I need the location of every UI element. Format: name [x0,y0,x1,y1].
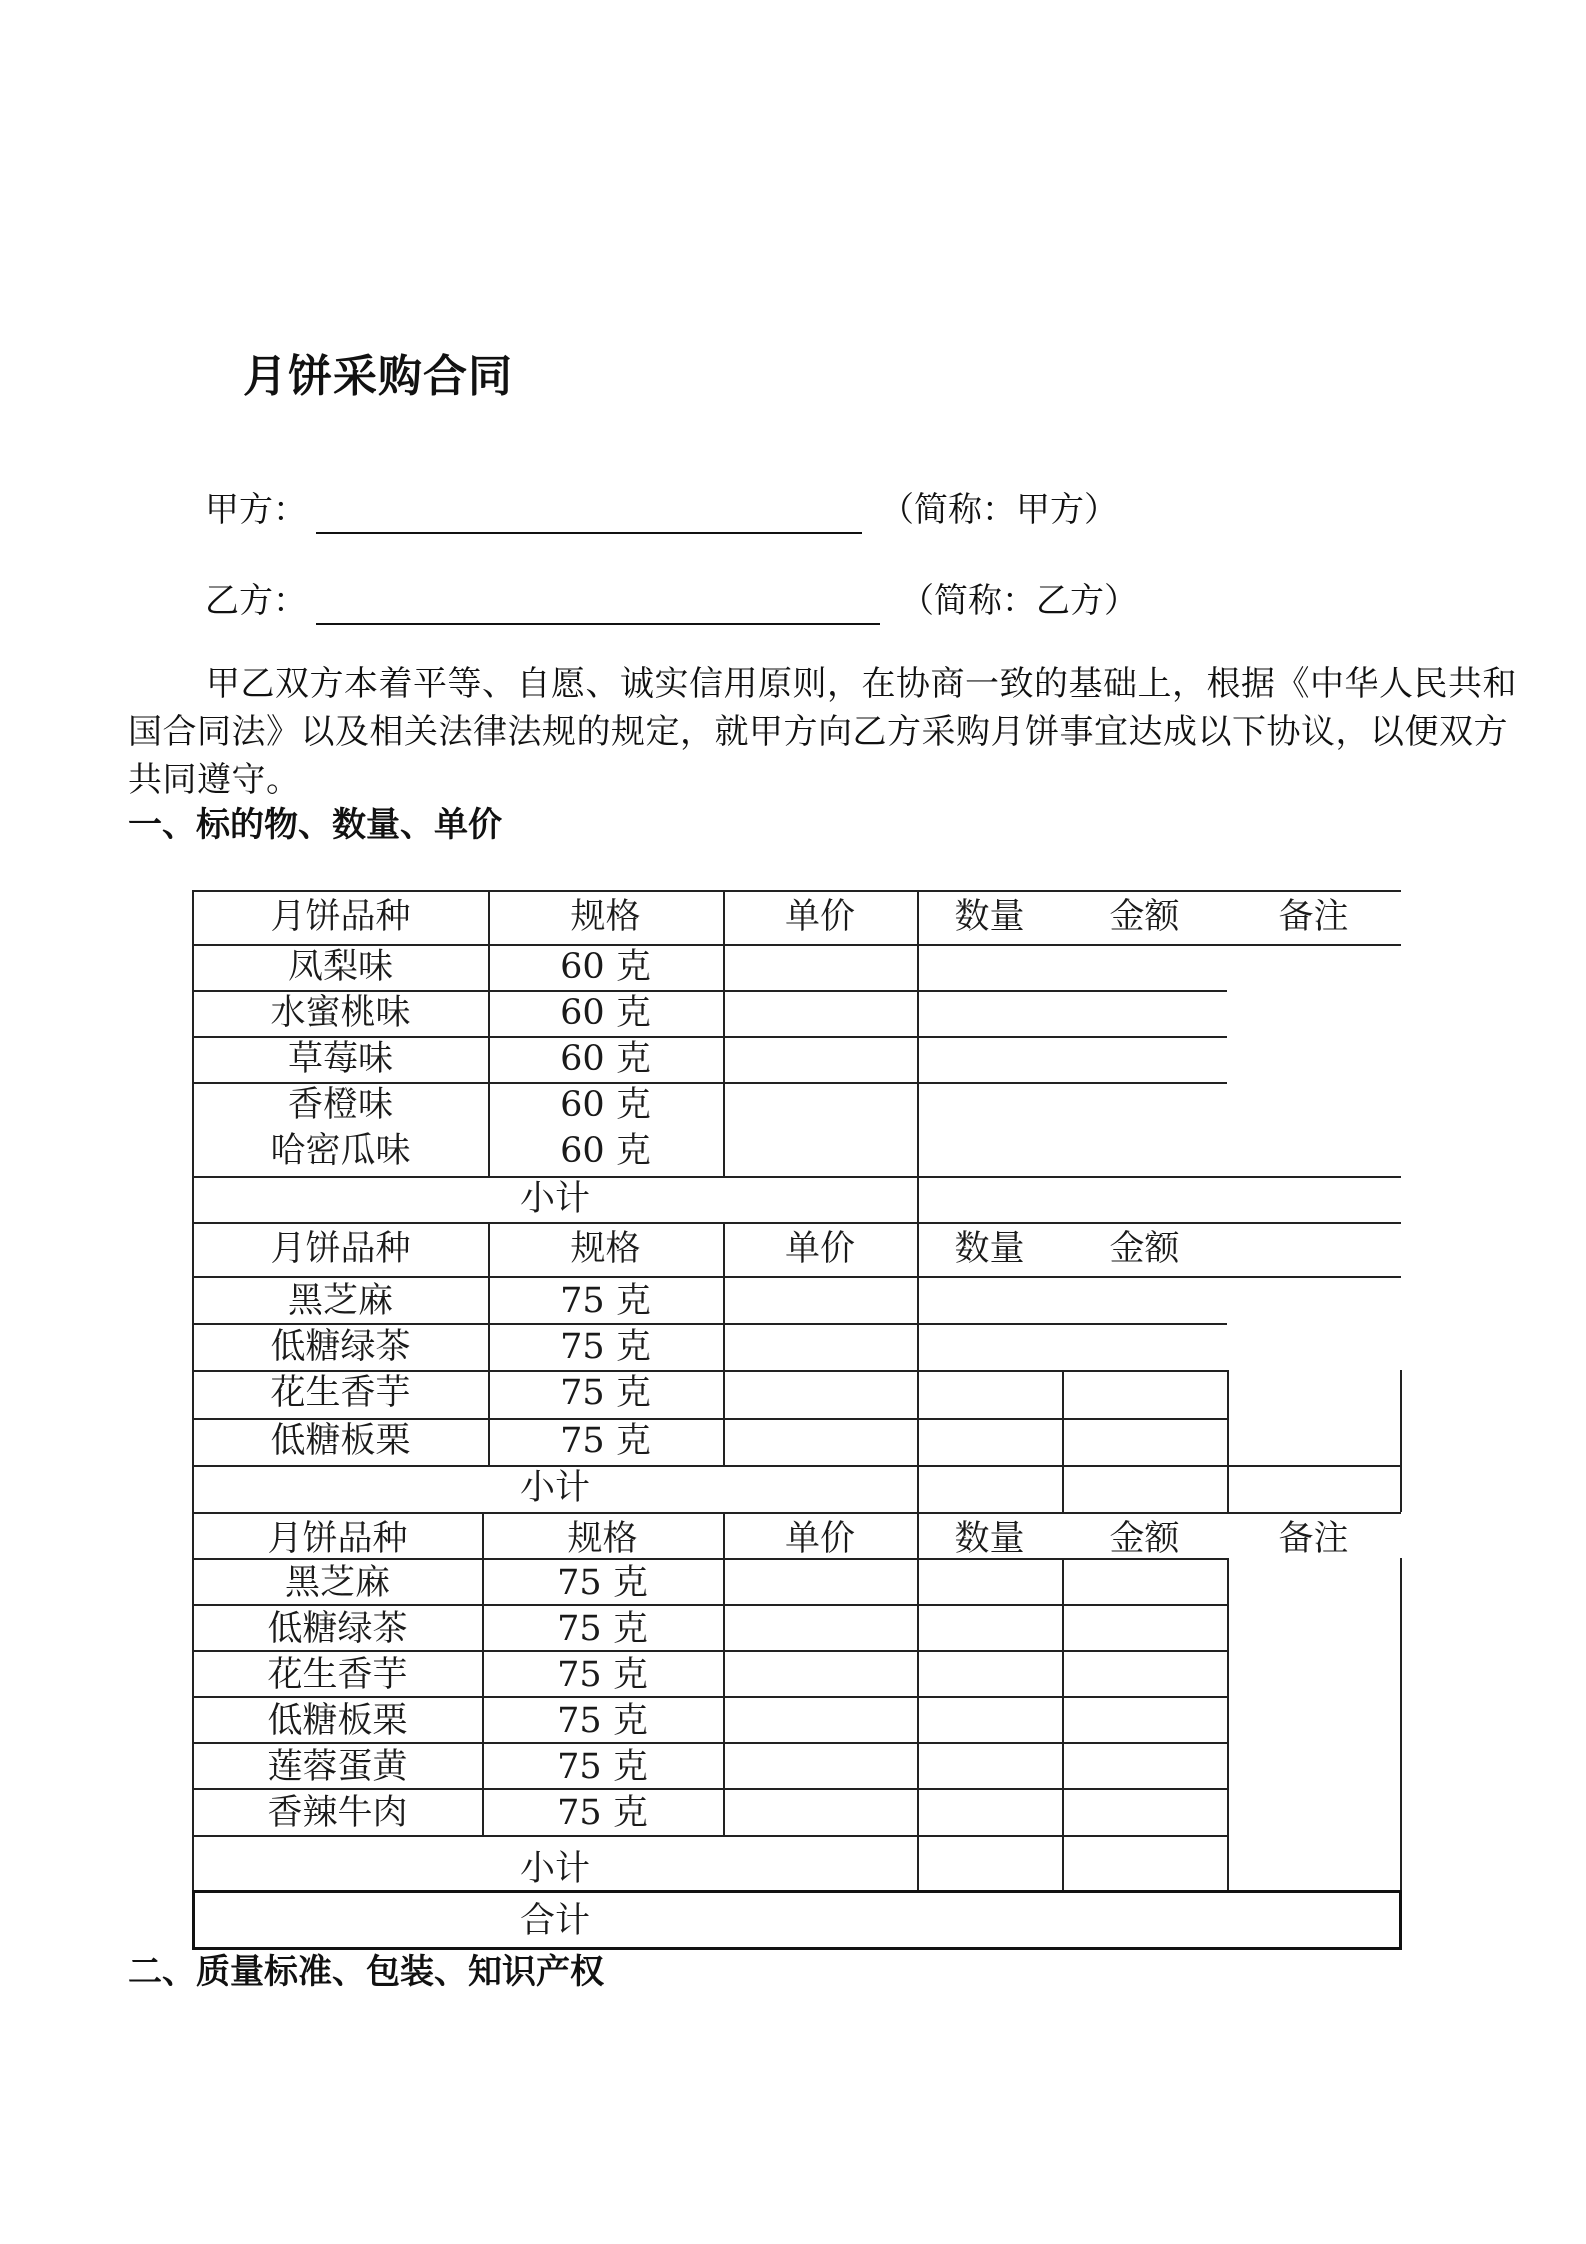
header-price: 单价 [784,1519,855,1559]
table-row-spec: 75 克 [557,1563,648,1603]
table-row-spec: 75 克 [560,1373,651,1413]
total-label: 合计 [519,1901,590,1941]
header-spec: 规格 [567,1519,638,1559]
table-row-spec: 75 克 [560,1281,651,1321]
section-1-heading: 一、标的物、数量、单价 [128,805,502,845]
table-row-name: 黑芝麻 [287,1281,393,1321]
table-row-name: 香辣牛肉 [267,1793,408,1833]
party-b-note: （简称：乙方） [900,581,1138,621]
header-spec: 规格 [570,897,641,937]
header-remark: 备注 [1278,1519,1349,1559]
table-row-name: 莲蓉蛋黄 [267,1747,408,1787]
party-a-note: （简称：甲方） [880,490,1118,530]
table-row-spec: 75 克 [560,1327,651,1367]
table-row-spec: 75 克 [557,1609,648,1649]
header-amount: 金额 [1109,897,1180,937]
subtotal-label: 小计 [519,1849,590,1889]
header-variety: 月饼品种 [270,1229,411,1269]
table-row-spec: 60 克 [560,947,651,987]
header-quantity: 数量 [954,1229,1025,1269]
table-row-name: 香橙味 [287,1085,393,1125]
section-2-heading: 二、质量标准、包装、知识产权 [128,1952,604,1992]
table-row-name: 低糖板栗 [270,1421,411,1461]
header-amount: 金额 [1109,1229,1180,1269]
table-row-name: 花生香芋 [270,1373,411,1413]
party-b-blank[interactable] [316,623,880,625]
page-title: 月饼采购合同 [243,351,513,402]
header-price: 单价 [784,1229,855,1269]
header-spec: 规格 [570,1229,641,1269]
header-variety: 月饼品种 [267,1519,408,1559]
header-quantity: 数量 [954,1519,1025,1559]
table-row-spec: 60 克 [560,993,651,1033]
table-row-spec: 60 克 [560,1131,651,1171]
party-b-label: 乙方： [205,581,307,621]
table-row-spec: 75 克 [557,1701,648,1741]
table-row-name: 花生香芋 [267,1655,408,1695]
header-remark: 备注 [1278,897,1349,937]
table-row-name: 低糖板栗 [267,1701,408,1741]
table-row-name: 低糖绿茶 [267,1609,408,1649]
table-row-name: 凤梨味 [287,947,393,987]
table-row-spec: 60 克 [560,1039,651,1079]
subtotal-label: 小计 [519,1179,590,1219]
table-row-spec: 75 克 [557,1747,648,1787]
table-row-name: 低糖绿茶 [270,1327,411,1367]
table-row-spec: 75 克 [557,1655,648,1695]
header-price: 单价 [784,897,855,937]
table-row-name: 水蜜桃味 [270,993,411,1033]
table-row-name: 草莓味 [287,1039,393,1079]
table-row-name: 黑芝麻 [284,1563,390,1603]
header-variety: 月饼品种 [270,897,411,937]
header-quantity: 数量 [954,897,1025,937]
table-row-spec: 75 克 [557,1793,648,1833]
table-row-spec: 75 克 [560,1421,651,1461]
intro-paragraph: 甲乙双方本着平等、自愿、诚实信用原则，在协商一致的基础上，根据《中华人民共和国合同法》以及相关法律法规的规定，就甲方向乙方采购月饼事宜达成以下协议，以便双方共同遵守。 [128,664,1517,800]
table-row-spec: 60 克 [560,1085,651,1125]
subtotal-label: 小计 [519,1468,590,1508]
table-row-name: 哈密瓜味 [270,1131,411,1171]
party-a-label: 甲方： [205,490,307,530]
party-a-blank[interactable] [316,532,862,534]
header-amount: 金额 [1109,1519,1180,1559]
